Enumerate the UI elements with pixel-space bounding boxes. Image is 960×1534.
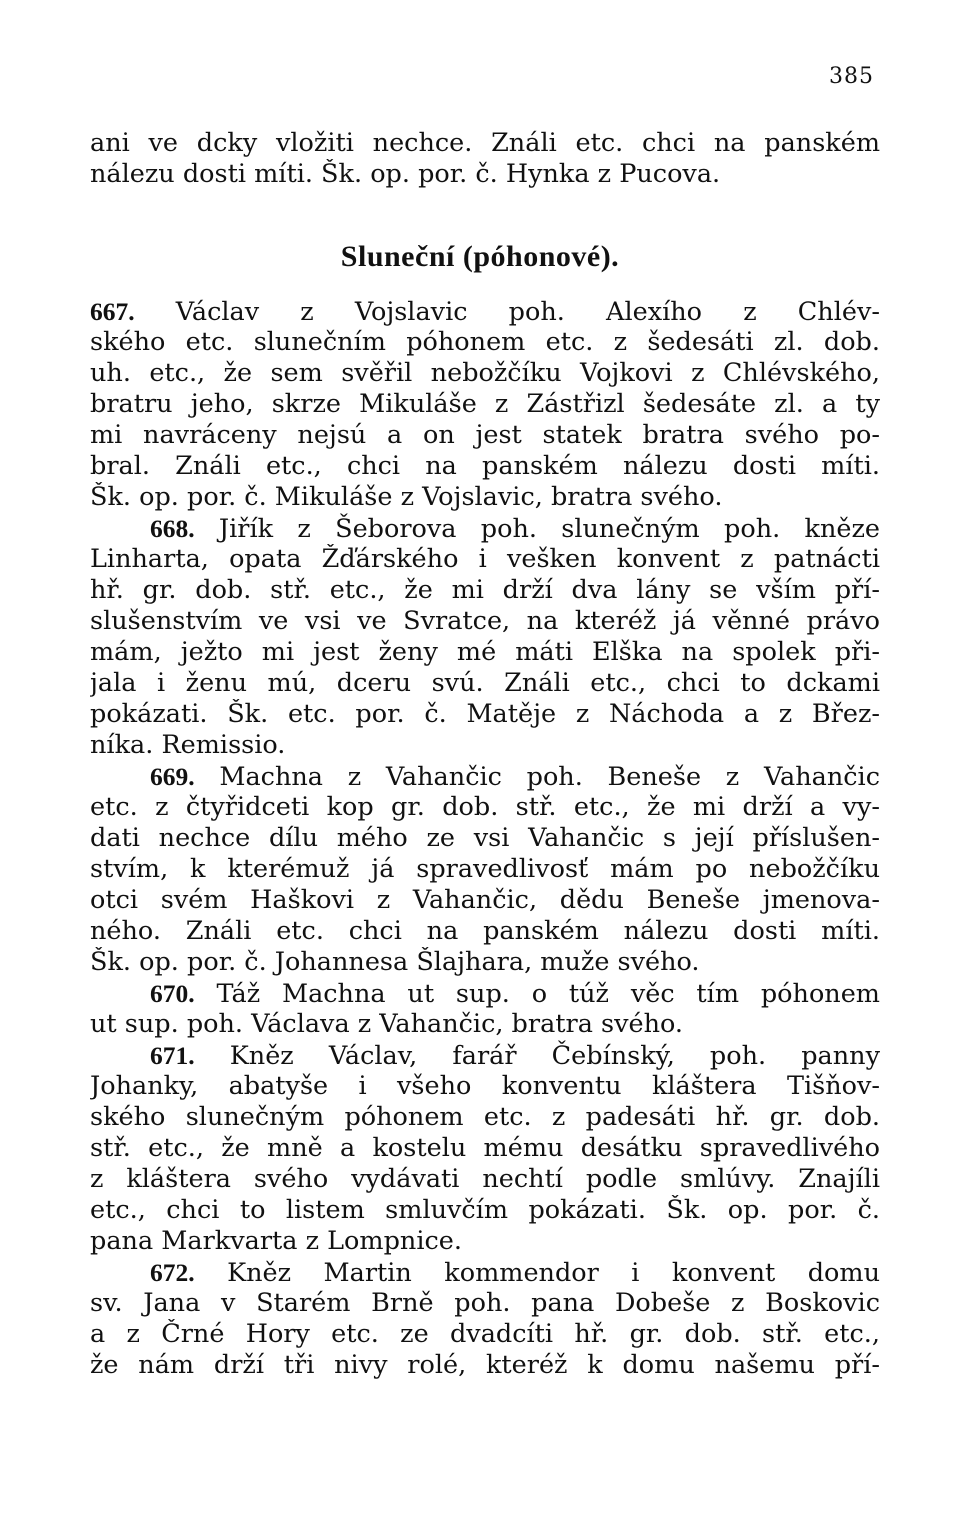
text-line: Šk. op. por. č. Mikuláše z Vojslavic, bratra svého. bbox=[90, 482, 723, 512]
text-line: ného. Ználi etc. chci na panském nálezu dosti míti. bbox=[90, 916, 880, 946]
text-line: jala i ženu mú, dceru svú. Ználi etc., chci to dckami bbox=[90, 668, 880, 698]
text-line bbox=[90, 513, 880, 544]
text-line: bral. Ználi etc., chci na panském nálezu dosti míti. bbox=[90, 451, 880, 481]
page-number: 385 bbox=[829, 64, 874, 89]
text-line: pana Markvarta z Lompnice. bbox=[90, 1226, 462, 1256]
text-line: Johanky, abatyše i všeho konventu kláštera Tišňov- bbox=[90, 1071, 880, 1101]
text-line: slušenstvím ve vsi ve Svratce, na kteréž já věnné právo bbox=[90, 606, 880, 636]
text-line bbox=[90, 761, 880, 792]
text-line: dati nechce dílu mého ze vsi Vahančic s její příslušen- bbox=[90, 823, 880, 853]
entry-text: Jiřík z Šeborova poh. slunečným poh. kněze bbox=[194, 514, 880, 544]
text-line: z kláštera svého vydávati nechtí podle smlúvy. Znajíli bbox=[90, 1164, 880, 1194]
entry-number: 668. bbox=[150, 514, 195, 543]
text-line: Linharta, opata Žďárského i vešken konvent z patnácti bbox=[90, 544, 880, 574]
text-line: stř. etc., že mně a kostelu mému desátku spravedlivého bbox=[90, 1133, 880, 1163]
text-line: Šk. op. por. č. Johannesa Šlajhara, muže svého. bbox=[90, 947, 700, 977]
text-line: mám, ježto mi jest ženy mé máti Elška na spolek při- bbox=[90, 637, 880, 667]
entry-number: 667. bbox=[90, 297, 135, 326]
entry-text: Táž Machna ut sup. o túž věc tím póhonem bbox=[194, 979, 880, 1009]
entry-text: Machna z Vahančic poh. Beneše z Vahančic bbox=[194, 762, 880, 792]
text-line: níka. Remissio. bbox=[90, 730, 286, 760]
text-line: že nám drží tři nivy rolé, kteréž k domu našemu pří- bbox=[90, 1350, 880, 1380]
text-line bbox=[90, 1040, 880, 1071]
text-line: uh. etc., že sem svěřil nebožčíku Vojkovi z Chlévského, bbox=[90, 358, 880, 388]
entries-block bbox=[90, 296, 880, 1381]
entry-text: Václav z Vojslavic poh. Alexího z Chlév- bbox=[134, 297, 880, 327]
text-line: ut sup. poh. Václava z Vahančic, bratra svého. bbox=[90, 1009, 684, 1039]
text-line bbox=[90, 296, 880, 327]
entry-number: 670. bbox=[150, 979, 195, 1008]
text-line bbox=[90, 1257, 880, 1288]
text-line: etc., chci to listem smluvčím pokázati. Šk. op. por. č. bbox=[90, 1195, 880, 1225]
text-line: pokázati. Šk. etc. por. č. Matěje z Náchoda a z Břez- bbox=[90, 699, 880, 729]
text-line: etc. z čtyřidceti kop gr. dob. stř. etc., že mi drží a vy- bbox=[90, 792, 880, 822]
entry-number: 671. bbox=[150, 1041, 195, 1070]
section-heading: Sluneční (póhonové). bbox=[340, 240, 620, 273]
text-line: mi navráceny nejsú a on jest statek bratra svého po- bbox=[90, 420, 880, 450]
text-line: ského etc. slunečním póhonem etc. z šedesáti zl. dob. bbox=[90, 327, 880, 357]
text-line: otci svém Haškovi z Vahančic, dědu Beneše jmenova- bbox=[90, 885, 880, 915]
text-line: stvím, k kterémuž já spravedlivosť mám po nebožčíku bbox=[90, 854, 880, 884]
text-line: sv. Jana v Starém Brně poh. pana Dobeše z Boskovic bbox=[90, 1288, 880, 1318]
text-line: ani ve dcky vložiti nechce. Ználi etc. chci na panském bbox=[90, 128, 880, 158]
text-line: a z Črné Hory etc. ze dvadcíti hř. gr. dob. stř. etc., bbox=[90, 1319, 880, 1349]
text-line: bratru jeho, skrze Mikuláše z Zástřizl šedesáte zl. a ty bbox=[90, 389, 880, 419]
intro-paragraph bbox=[90, 128, 880, 190]
entry-text: Kněz Martin kommendor i konvent domu bbox=[194, 1258, 880, 1288]
text-line: nálezu dosti míti. Šk. op. por. č. Hynka z Pucova. bbox=[90, 159, 721, 189]
text-line bbox=[90, 978, 880, 1009]
entry-text: Kněz Václav, farář Čebínský, poh. panny bbox=[194, 1041, 880, 1071]
text-line: ského slunečným póhonem etc. z padesáti hř. gr. dob. bbox=[90, 1102, 880, 1132]
text-line: hř. gr. dob. stř. etc., že mi drží dva lány se vším pří- bbox=[90, 575, 880, 605]
entry-number: 672. bbox=[150, 1258, 195, 1287]
entry-number: 669. bbox=[150, 762, 195, 791]
